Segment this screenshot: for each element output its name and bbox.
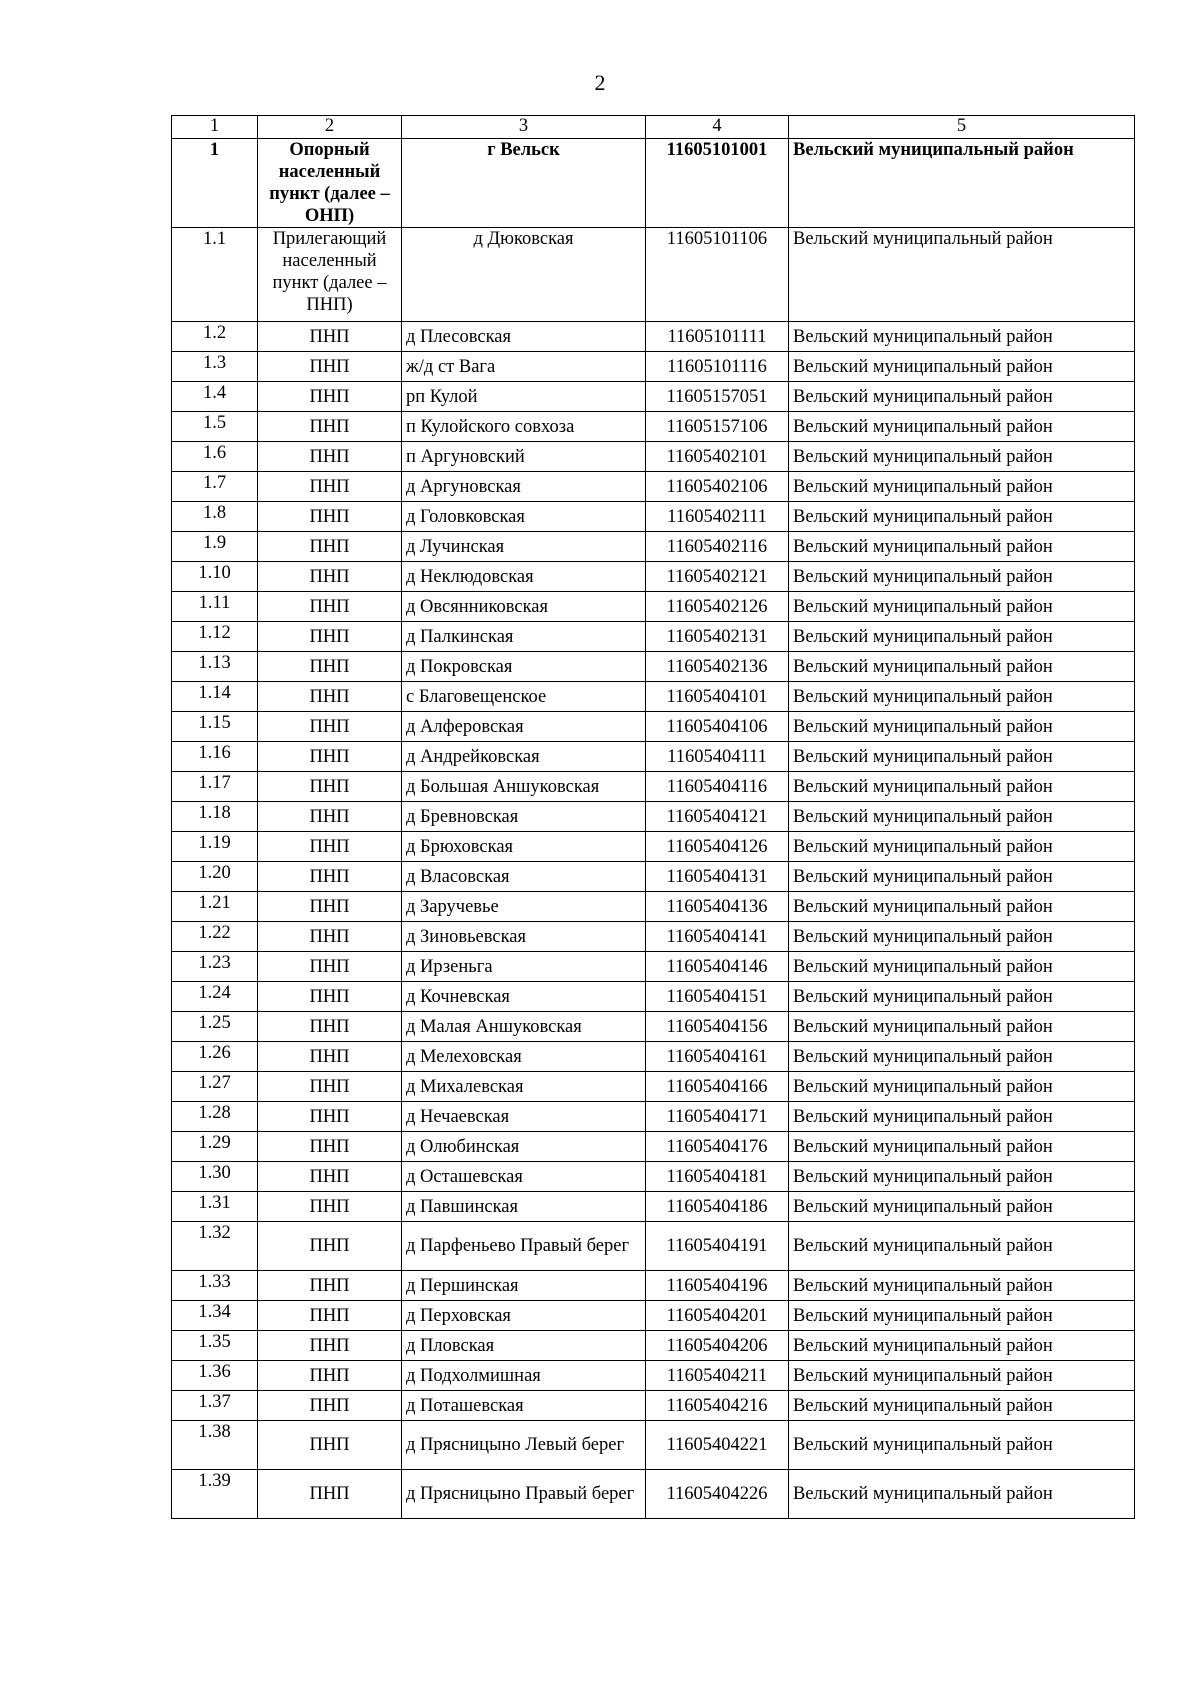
settlement-type: ПНП	[258, 442, 402, 472]
oktmo-code: 11605404221	[646, 1421, 789, 1470]
row-number: 1.26	[172, 1042, 258, 1072]
oktmo-code: 11605404211	[646, 1361, 789, 1391]
settlement-name: д Алферовская	[402, 712, 646, 742]
district-name: Вельский муниципальный район	[789, 1470, 1135, 1519]
settlement-type: ПНП	[258, 1421, 402, 1470]
row-number: 1.39	[172, 1470, 258, 1519]
oktmo-code: 11605404141	[646, 922, 789, 952]
oktmo-code: 11605404226	[646, 1470, 789, 1519]
oktmo-code: 11605404201	[646, 1301, 789, 1331]
district-name: Вельский муниципальный район	[789, 982, 1135, 1012]
oktmo-code: 11605101116	[646, 352, 789, 382]
row-number: 1.28	[172, 1102, 258, 1132]
table-row	[172, 1331, 1135, 1361]
settlement-name: д Малая Аншуковская	[402, 1012, 646, 1042]
table-row	[172, 592, 1135, 622]
settlement-type: ПНП	[258, 652, 402, 682]
table-row	[172, 742, 1135, 772]
row-number: 1.24	[172, 982, 258, 1012]
settlement-type: ПНП	[258, 982, 402, 1012]
row-number: 1.10	[172, 562, 258, 592]
settlement-type: ПНП	[258, 922, 402, 952]
oktmo-code: 11605402121	[646, 562, 789, 592]
oktmo-code: 11605404126	[646, 832, 789, 862]
settlement-name: д Поташевская	[402, 1391, 646, 1421]
district-name: Вельский муниципальный район	[789, 228, 1135, 322]
table-row	[172, 1012, 1135, 1042]
settlement-name: д Пловская	[402, 1331, 646, 1361]
oktmo-code: 11605404196	[646, 1271, 789, 1301]
settlement-name: д Плесовская	[402, 322, 646, 352]
oktmo-code: 11605404171	[646, 1102, 789, 1132]
table-row	[172, 1271, 1135, 1301]
settlement-type: ПНП	[258, 832, 402, 862]
row-number: 1.7	[172, 472, 258, 502]
settlement-name: д Прясницыно Левый берег	[402, 1421, 646, 1470]
district-name: Вельский муниципальный район	[789, 892, 1135, 922]
district-name: Вельский муниципальный район	[789, 382, 1135, 412]
settlement-type: ПНП	[258, 532, 402, 562]
district-name: Вельский муниципальный район	[789, 1132, 1135, 1162]
row-number: 1.34	[172, 1301, 258, 1331]
row-number: 1.23	[172, 952, 258, 982]
oktmo-code: 11605402101	[646, 442, 789, 472]
row-number: 1.17	[172, 772, 258, 802]
table-row	[172, 352, 1135, 382]
header-cell: 3	[402, 116, 646, 139]
settlement-name: д Дюковская	[402, 228, 646, 322]
oktmo-code: 11605404136	[646, 892, 789, 922]
settlement-type: ПНП	[258, 1222, 402, 1271]
oktmo-code: 11605404206	[646, 1331, 789, 1361]
table-row	[172, 1072, 1135, 1102]
row-number: 1.33	[172, 1271, 258, 1301]
settlement-type: ПНП	[258, 1271, 402, 1301]
oktmo-code: 11605404111	[646, 742, 789, 772]
settlement-type: ПНП	[258, 322, 402, 352]
oktmo-code: 11605404216	[646, 1391, 789, 1421]
oktmo-code: 11605404161	[646, 1042, 789, 1072]
settlement-name: рп Кулой	[402, 382, 646, 412]
settlement-type: ПНП	[258, 1162, 402, 1192]
header-cell: 4	[646, 116, 789, 139]
district-name: Вельский муниципальный район	[789, 472, 1135, 502]
table-row	[172, 772, 1135, 802]
district-name: Вельский муниципальный район	[789, 1042, 1135, 1072]
header-row	[172, 116, 1135, 139]
district-name: Вельский муниципальный район	[789, 1192, 1135, 1222]
district-name: Вельский муниципальный район	[789, 1222, 1135, 1271]
table-row	[172, 922, 1135, 952]
settlement-type: ПНП	[258, 1192, 402, 1222]
settlement-name: д Подхолмишная	[402, 1361, 646, 1391]
row-number: 1.38	[172, 1421, 258, 1470]
row-number: 1.30	[172, 1162, 258, 1192]
settlement-name: д Перховская	[402, 1301, 646, 1331]
oktmo-code: 11605404191	[646, 1222, 789, 1271]
settlement-type: ПНП	[258, 892, 402, 922]
settlement-name: д Большая Аншуковская	[402, 772, 646, 802]
district-name: Вельский муниципальный район	[789, 532, 1135, 562]
oktmo-code: 11605101001	[646, 139, 789, 228]
settlement-type: Прилегающий населенный пункт (далее – ПНП)	[258, 228, 402, 322]
row-number: 1.22	[172, 922, 258, 952]
table-row	[172, 442, 1135, 472]
row-number: 1.11	[172, 592, 258, 622]
row-number: 1.19	[172, 832, 258, 862]
table-row	[172, 892, 1135, 922]
settlement-name: д Власовская	[402, 862, 646, 892]
district-name: Вельский муниципальный район	[789, 862, 1135, 892]
settlement-name: д Брюховская	[402, 832, 646, 862]
district-name: Вельский муниципальный район	[789, 832, 1135, 862]
oktmo-code: 11605404176	[646, 1132, 789, 1162]
table-row	[172, 682, 1135, 712]
oktmo-code: 11605402106	[646, 472, 789, 502]
settlement-type: ПНП	[258, 862, 402, 892]
row-number: 1.18	[172, 802, 258, 832]
settlements-table	[171, 115, 1135, 1519]
settlement-type: ПНП	[258, 1301, 402, 1331]
district-name: Вельский муниципальный район	[789, 322, 1135, 352]
table-row	[172, 802, 1135, 832]
district-name: Вельский муниципальный район	[789, 1162, 1135, 1192]
settlement-name: п Аргуновский	[402, 442, 646, 472]
oktmo-code: 11605402126	[646, 592, 789, 622]
settlement-name: д Мелеховская	[402, 1042, 646, 1072]
settlement-type: ПНП	[258, 1042, 402, 1072]
table-row	[172, 952, 1135, 982]
table-row	[172, 832, 1135, 862]
row-number: 1.1	[172, 228, 258, 322]
oktmo-code: 11605404156	[646, 1012, 789, 1042]
settlement-type: ПНП	[258, 622, 402, 652]
table-row	[172, 1042, 1135, 1072]
oktmo-code: 11605404106	[646, 712, 789, 742]
settlement-name: ж/д ст Вага	[402, 352, 646, 382]
district-name: Вельский муниципальный район	[789, 772, 1135, 802]
row-number: 1.4	[172, 382, 258, 412]
settlement-name: д Прясницыно Правый берег	[402, 1470, 646, 1519]
settlement-name: д Бревновская	[402, 802, 646, 832]
table-row	[172, 412, 1135, 442]
table-row	[172, 1222, 1135, 1271]
settlement-type: ПНП	[258, 772, 402, 802]
district-name: Вельский муниципальный район	[789, 1102, 1135, 1132]
table-row	[172, 228, 1135, 322]
oktmo-code: 11605157106	[646, 412, 789, 442]
row-number: 1.14	[172, 682, 258, 712]
table-row	[172, 472, 1135, 502]
table-row	[172, 1132, 1135, 1162]
district-name: Вельский муниципальный район	[789, 712, 1135, 742]
onp-row	[172, 139, 1135, 228]
table-row	[172, 1301, 1135, 1331]
table-row	[172, 1391, 1135, 1421]
row-number: 1.15	[172, 712, 258, 742]
settlement-name: д Головковская	[402, 502, 646, 532]
row-number: 1.37	[172, 1391, 258, 1421]
table-row	[172, 982, 1135, 1012]
header-cell: 5	[789, 116, 1135, 139]
settlement-name: д Покровская	[402, 652, 646, 682]
settlement-name: д Палкинская	[402, 622, 646, 652]
district-name: Вельский муниципальный район	[789, 952, 1135, 982]
table-row	[172, 1470, 1135, 1519]
settlement-name: д Заручевье	[402, 892, 646, 922]
row-number: 1.20	[172, 862, 258, 892]
row-number: 1.6	[172, 442, 258, 472]
row-number: 1.12	[172, 622, 258, 652]
district-name: Вельский муниципальный район	[789, 562, 1135, 592]
oktmo-code: 11605404151	[646, 982, 789, 1012]
district-name: Вельский муниципальный район	[789, 1331, 1135, 1361]
settlement-type: ПНП	[258, 1331, 402, 1361]
settlement-type: Опорный населенный пункт (далее – ОНП)	[258, 139, 402, 228]
oktmo-code: 11605402136	[646, 652, 789, 682]
settlement-name: д Овсянниковская	[402, 592, 646, 622]
table-row	[172, 1102, 1135, 1132]
settlement-name: д Нечаевская	[402, 1102, 646, 1132]
row-number: 1.8	[172, 502, 258, 532]
settlement-name: д Парфеньево Правый берег	[402, 1222, 646, 1271]
district-name: Вельский муниципальный район	[789, 1271, 1135, 1301]
header-cell: 1	[172, 116, 258, 139]
settlement-type: ПНП	[258, 1361, 402, 1391]
settlement-name: д Павшинская	[402, 1192, 646, 1222]
row-number: 1.21	[172, 892, 258, 922]
settlement-type: ПНП	[258, 382, 402, 412]
oktmo-code: 11605402111	[646, 502, 789, 532]
row-number: 1.2	[172, 322, 258, 352]
district-name: Вельский муниципальный район	[789, 139, 1135, 228]
table-row	[172, 1162, 1135, 1192]
table-row	[172, 532, 1135, 562]
table-row	[172, 562, 1135, 592]
page-number: 2	[594, 70, 606, 95]
settlement-name: д Олюбинская	[402, 1132, 646, 1162]
settlement-type: ПНП	[258, 742, 402, 772]
row-number: 1	[172, 139, 258, 228]
table-row	[172, 502, 1135, 532]
row-number: 1.32	[172, 1222, 258, 1271]
header-cell: 2	[258, 116, 402, 139]
district-name: Вельский муниципальный район	[789, 502, 1135, 532]
oktmo-code: 11605404101	[646, 682, 789, 712]
row-number: 1.25	[172, 1012, 258, 1042]
settlement-type: ПНП	[258, 802, 402, 832]
settlement-name: п Кулойского совхоза	[402, 412, 646, 442]
settlement-type: ПНП	[258, 1470, 402, 1519]
district-name: Вельский муниципальный район	[789, 412, 1135, 442]
settlement-name: д Осташевская	[402, 1162, 646, 1192]
settlement-type: ПНП	[258, 352, 402, 382]
settlement-type: ПНП	[258, 1132, 402, 1162]
settlement-name: г Вельск	[402, 139, 646, 228]
settlement-name: д Першинская	[402, 1271, 646, 1301]
row-number: 1.31	[172, 1192, 258, 1222]
table-row	[172, 1192, 1135, 1222]
oktmo-code: 11605402131	[646, 622, 789, 652]
settlement-name: с Благовещенское	[402, 682, 646, 712]
table-row	[172, 1421, 1135, 1470]
district-name: Вельский муниципальный район	[789, 682, 1135, 712]
row-number: 1.35	[172, 1331, 258, 1361]
settlement-name: д Михалевская	[402, 1072, 646, 1102]
settlement-type: ПНП	[258, 952, 402, 982]
table-row	[172, 862, 1135, 892]
settlement-name: д Лучинская	[402, 532, 646, 562]
oktmo-code: 11605404146	[646, 952, 789, 982]
settlement-type: ПНП	[258, 562, 402, 592]
settlement-type: ПНП	[258, 592, 402, 622]
row-number: 1.16	[172, 742, 258, 772]
row-number: 1.5	[172, 412, 258, 442]
oktmo-code: 11605404121	[646, 802, 789, 832]
row-number: 1.36	[172, 1361, 258, 1391]
row-number: 1.13	[172, 652, 258, 682]
settlement-type: ПНП	[258, 412, 402, 442]
oktmo-code: 11605404181	[646, 1162, 789, 1192]
table-row	[172, 1361, 1135, 1391]
settlement-name: д Неклюдовская	[402, 562, 646, 592]
settlement-type: ПНП	[258, 502, 402, 532]
district-name: Вельский муниципальный район	[789, 802, 1135, 832]
settlement-name: д Андрейковская	[402, 742, 646, 772]
oktmo-code: 11605404116	[646, 772, 789, 802]
district-name: Вельский муниципальный район	[789, 742, 1135, 772]
oktmo-code: 11605402116	[646, 532, 789, 562]
district-name: Вельский муниципальный район	[789, 1012, 1135, 1042]
oktmo-code: 11605101106	[646, 228, 789, 322]
settlement-type: ПНП	[258, 1072, 402, 1102]
settlement-type: ПНП	[258, 1012, 402, 1042]
row-number: 1.9	[172, 532, 258, 562]
district-name: Вельский муниципальный район	[789, 1301, 1135, 1331]
district-name: Вельский муниципальный район	[789, 592, 1135, 622]
settlement-name: д Кочневская	[402, 982, 646, 1012]
district-name: Вельский муниципальный район	[789, 622, 1135, 652]
oktmo-code: 11605404186	[646, 1192, 789, 1222]
table-row	[172, 712, 1135, 742]
settlement-type: ПНП	[258, 712, 402, 742]
district-name: Вельский муниципальный район	[789, 652, 1135, 682]
oktmo-code: 11605157051	[646, 382, 789, 412]
settlement-name: д Аргуновская	[402, 472, 646, 502]
oktmo-code: 11605404131	[646, 862, 789, 892]
row-number: 1.29	[172, 1132, 258, 1162]
row-number: 1.3	[172, 352, 258, 382]
settlement-type: ПНП	[258, 472, 402, 502]
table-row	[172, 382, 1135, 412]
table-row	[172, 322, 1135, 352]
row-number: 1.27	[172, 1072, 258, 1102]
table-row	[172, 622, 1135, 652]
oktmo-code: 11605404166	[646, 1072, 789, 1102]
settlement-name: д Ирзеньга	[402, 952, 646, 982]
district-name: Вельский муниципальный район	[789, 352, 1135, 382]
district-name: Вельский муниципальный район	[789, 442, 1135, 472]
district-name: Вельский муниципальный район	[789, 1421, 1135, 1470]
district-name: Вельский муниципальный район	[789, 1391, 1135, 1421]
district-name: Вельский муниципальный район	[789, 1072, 1135, 1102]
table-row	[172, 652, 1135, 682]
settlement-type: ПНП	[258, 1102, 402, 1132]
settlement-name: д Зиновьевская	[402, 922, 646, 952]
settlement-type: ПНП	[258, 1391, 402, 1421]
settlement-type: ПНП	[258, 682, 402, 712]
district-name: Вельский муниципальный район	[789, 922, 1135, 952]
district-name: Вельский муниципальный район	[789, 1361, 1135, 1391]
oktmo-code: 11605101111	[646, 322, 789, 352]
